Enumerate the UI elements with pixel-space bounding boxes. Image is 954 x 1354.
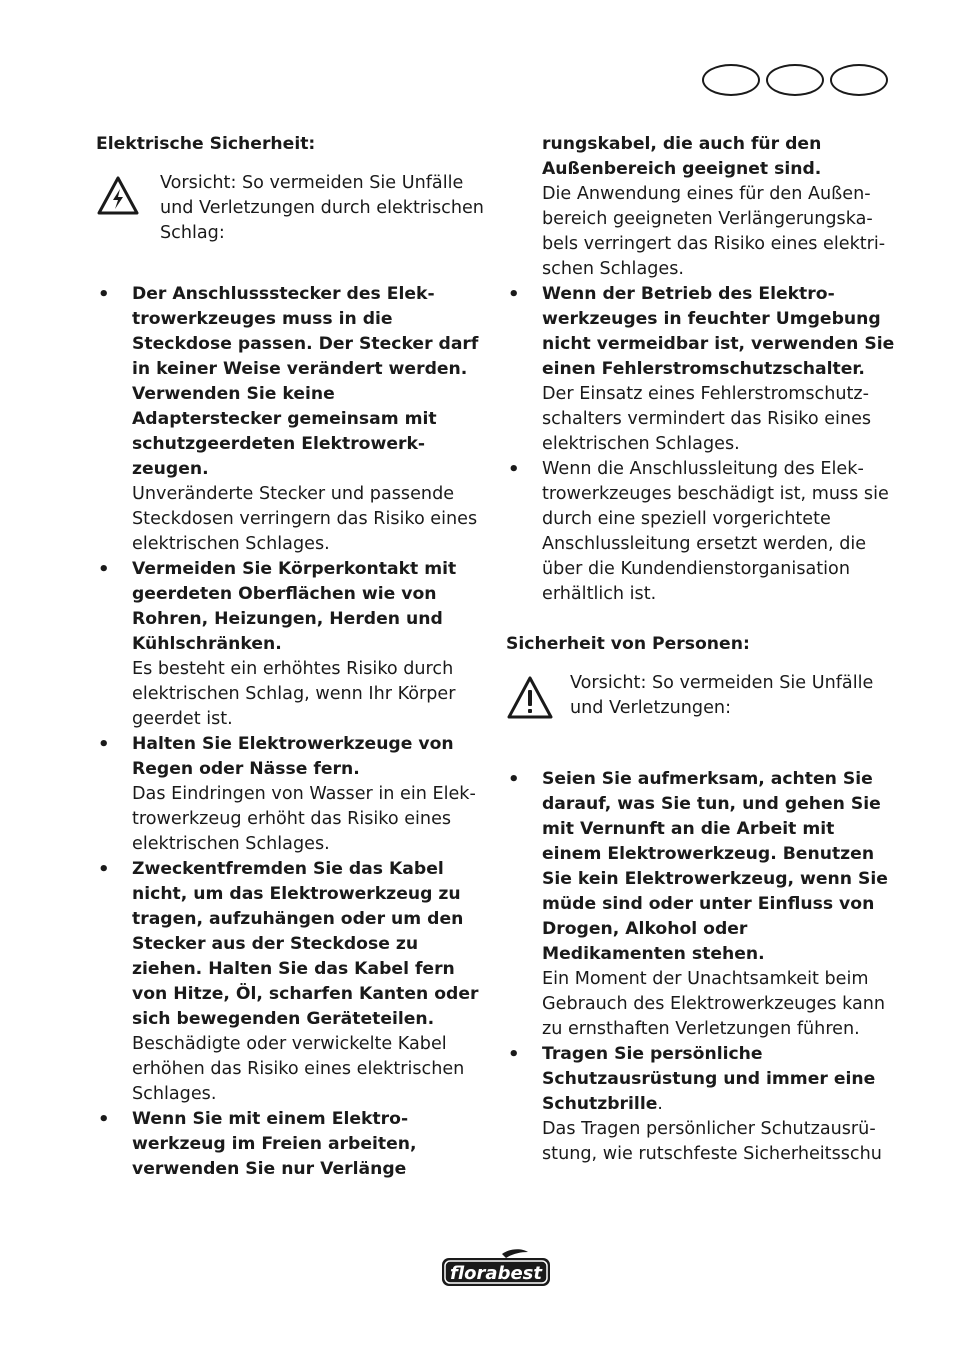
list-item: • Vermeiden Sie Körperkontakt mit geerdeten Oberflächen wie von Rohren, Heizungen, Herden und Kühlschränken. Es besteht ein erhöhtes Risiko durch elektrischen Schlag, wenn Ihr Körper geerdet ist.: [96, 557, 488, 732]
list-item-bold: Zweckentfremden Sie das Kabel nicht, um das Elektrowerkzeug zu tragen, aufzuhängen oder um den Stecker aus der Steckdose zu ziehen. Halten Sie das Kabel fern von Hitze, Öl, scharfen Kanten oder sich bewegenden Geräteteilen.: [132, 859, 479, 1029]
warning-triangle-icon: [506, 675, 554, 721]
list-item: • Wenn der Betrieb des Elektrowerkzeuges in feuchter Umgebung nicht vermeidbar ist, verwenden Sie einen Fehlerstromschutzschalter. Der Einsatz eines Fehlerstromschutzschalters vermindert das Risiko eines elektrischen Schlages.: [506, 282, 896, 457]
list-item-bold: Der Anschlussstecker des Elektrowerkzeuges muss in die Steckdose passen. Der Stecker darf in keiner Weise verändert werden. Verwenden Sie keine Adapterstecker gemeinsam mit schutzgeerdeten Elektrowerkzeugen.: [132, 284, 479, 479]
list-item: • Zweckentfremden Sie das Kabel nicht, um das Elektrowerkzeug zu tragen, aufzuhängen oder um den Stecker aus der Steckdose zu ziehen. Halten Sie das Kabel fern von Hitze, Öl, scharfen Kanten oder sich bewegenden Geräteteilen. Beschädigte oder verwickelte Kabel erhöhen das Risiko eines elektrischen Schlages.: [96, 857, 488, 1107]
warning-text: Vorsicht: So vermeiden Sie Unfälle und Verletzungen:: [570, 673, 874, 718]
list-item: • Tragen Sie persönliche Schutzausrüstung und immer eine Schutzbrille. Das Tragen persönlicher Schutzausrüstung, wie rutschfeste Sicherheitsschu: [506, 1042, 896, 1167]
list-item-bold: Halten Sie Elektrowerkzeuge von Regen oder Nässe fern.: [132, 734, 454, 779]
electrical-warning: [96, 171, 488, 246]
florabest-logo: [440, 1248, 552, 1290]
list-item-bold: Wenn der Betrieb des Elektrowerkzeuges in feuchter Umgebung nicht vermeidbar ist, verwenden Sie einen Fehlerstromschutzschalter.: [542, 284, 895, 379]
list-item-text: Unveränderte Stecker und passende Steckdosen verringern das Risiko eines elektrischen Schlages.: [132, 484, 478, 554]
list-item-text: Es besteht ein erhöhtes Risiko durch elektrischen Schlag, wenn Ihr Körper geerdet ist.: [132, 659, 456, 729]
right-column: [506, 132, 896, 1167]
language-oval-2: [766, 64, 824, 96]
language-tabs: [702, 64, 890, 100]
list-item-bold: Tragen Sie persönliche Schutzausrüstung und immer eine Schutzbrille.: [542, 1044, 876, 1114]
list-item-text: Beschädigte oder verwickelte Kabel erhöhen das Risiko eines elektrischen Schlages.: [132, 1034, 465, 1104]
list-item-text: Der Einsatz eines Fehlerstromschutzschalters vermindert das Risiko eines elektrischen Schlages.: [542, 384, 872, 454]
list-item: • Wenn die Anschlussleitung des Elektrowerkzeuges beschädigt ist, muss sie durch eine speziell vorgerichtete Anschlussleitung ersetzt werden, die über die Kundendienstorganisation erhältlich ist.: [506, 457, 896, 607]
list-item-bold: Wenn Sie mit einem Elektrowerkzeug im Freien arbeiten, verwenden Sie nur Verlänge: [132, 1109, 417, 1179]
list-item-text: Ein Moment der Unachtsamkeit beim Gebrauch des Elektrowerkzeuges kann zu ernsthaften Verletzungen führen.: [542, 969, 886, 1039]
electric-warning-icon: [96, 175, 140, 217]
list-item-bold: Vermeiden Sie Körperkontakt mit geerdeten Oberflächen wie von Rohren, Heizungen, Herden und Kühlschränken.: [132, 559, 457, 654]
list-item-text: Wenn die Anschlussleitung des Elektrowerkzeuges beschädigt ist, muss sie durch eine speziell vorgerichtete Anschlussleitung ersetzt werden, die über die Kundendienstorganisation erhältlich ist.: [542, 459, 889, 604]
list-item-bold: rungskabel, die auch für den Außenbereich geeignet sind.: [542, 134, 822, 179]
section-heading-electrical: Elektrische Sicherheit:: [96, 134, 316, 154]
section-heading-persons: Sicherheit von Personen:: [506, 634, 750, 654]
list-item-text: Das Tragen persönlicher Schutzausrüstung, wie rutschfeste Sicherheitsschu: [542, 1119, 882, 1164]
warning-text: Vorsicht: So vermeiden Sie Unfälle und Verletzungen durch elektrischen Schlag:: [160, 173, 484, 243]
list-item: • Halten Sie Elektrowerkzeuge von Regen oder Nässe fern. Das Eindringen von Wasser in ein Elektrowerkzeug erhöht das Risiko eines elektrischen Schlages.: [96, 732, 488, 857]
language-oval-3: [830, 64, 888, 96]
list-item-continuation: [506, 132, 896, 282]
left-column: [96, 132, 488, 1182]
list-item-bold: Seien Sie aufmerksam, achten Sie darauf, was Sie tun, und gehen Sie mit Vernunft an die Arbeit mit einem Elektrowerkzeug. Benutzen Sie kein Elektrowerkzeug, wenn Sie müde sind oder unter Einfluss von Drogen, Alkohol oder Medikamenten stehen.: [542, 769, 888, 964]
persons-warning: [506, 671, 896, 731]
list-item-text: Die Anwendung eines für den Außenbereich geeigneten Verlängerungskabels verringert das Risiko eines elektrischen Schlages.: [542, 184, 886, 279]
list-item: • Wenn Sie mit einem Elektrowerkzeug im Freien arbeiten, verwenden Sie nur Verlänge: [96, 1107, 488, 1182]
list-item: • Der Anschlussstecker des Elektrowerkzeuges muss in die Steckdose passen. Der Stecker darf in keiner Weise verändert werden. Verwenden Sie keine Adapterstecker gemeinsam mit schutzgeerdeten Elektrowerkzeugen. Unveränderte Stecker und passende Steckdosen verringern das Risiko eines elektrischen Schlages.: [96, 282, 488, 557]
language-oval-1: [702, 64, 760, 96]
list-item: • Seien Sie aufmerksam, achten Sie darauf, was Sie tun, und gehen Sie mit Vernunft an die Arbeit mit einem Elektrowerkzeug. Benutzen Sie kein Elektrowerkzeug, wenn Sie müde sind oder unter Einfluss von Drogen, Alkohol oder Medikamenten stehen. Ein Moment der Unachtsamkeit beim Gebrauch des Elektrowerkzeuges kann zu ernsthaften Verletzungen führen.: [506, 767, 896, 1042]
list-item-text: Das Eindringen von Wasser in ein Elektrowerkzeug erhöht das Risiko eines elektrischen Schlages.: [132, 784, 476, 854]
logo-text: florabest: [450, 1263, 542, 1284]
